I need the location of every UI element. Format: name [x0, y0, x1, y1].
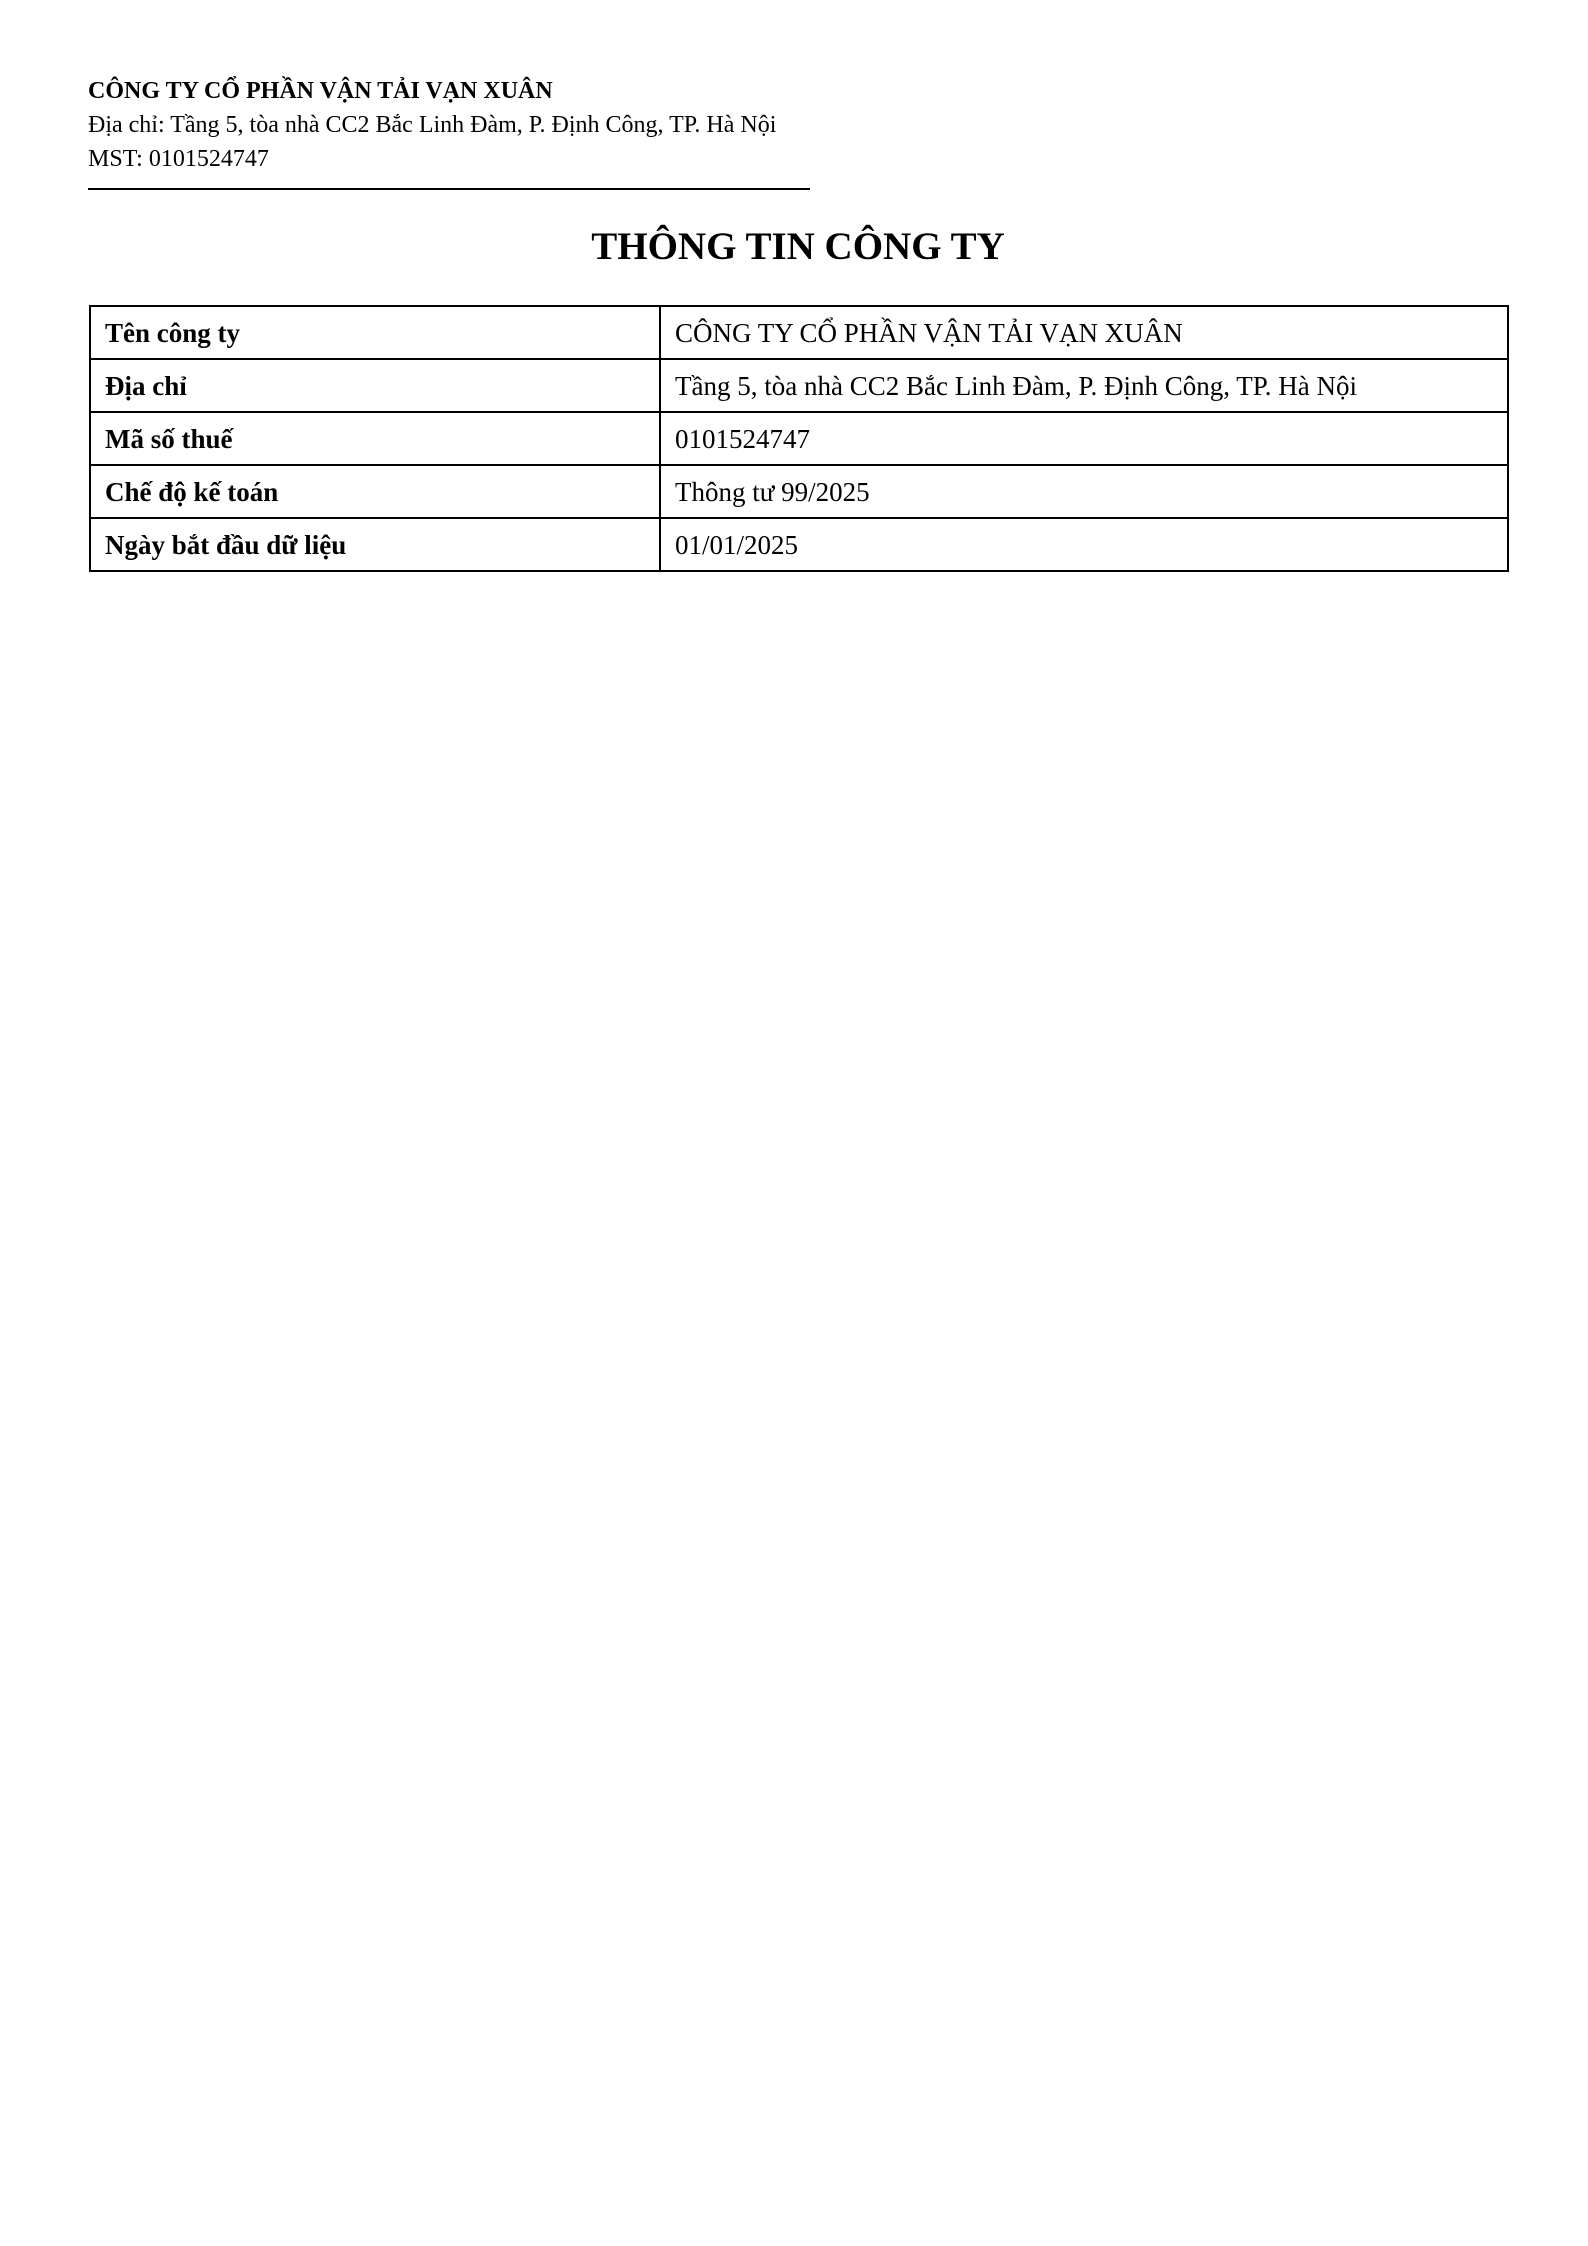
row-label: Địa chỉ [90, 359, 660, 412]
row-label: Chế độ kế toán [90, 465, 660, 518]
row-label: Mã số thuế [90, 412, 660, 465]
letterhead-divider [88, 188, 810, 190]
row-label: Ngày bắt đầu dữ liệu [90, 518, 660, 571]
letterhead-address: Địa chỉ: Tầng 5, tòa nhà CC2 Bắc Linh Đàm, P. Định Công, TP. Hà Nội [88, 112, 777, 138]
company-info-table [89, 305, 1509, 572]
letterhead-company-name: CÔNG TY CỔ PHẦN VẬN TẢI VẠN XUÂN [88, 78, 553, 104]
row-value: Tầng 5, tòa nhà CC2 Bắc Linh Đàm, P. Định Công, TP. Hà Nội [660, 359, 1508, 412]
letterhead [88, 74, 810, 190]
document-title: THÔNG TIN CÔNG TY [591, 225, 1005, 268]
table-row [90, 306, 1508, 359]
letterhead-tax-code: MST: 0101524747 [88, 146, 269, 172]
table-row [90, 359, 1508, 412]
row-value: Thông tư 99/2025 [660, 465, 1508, 518]
row-label: Tên công ty [90, 306, 660, 359]
row-value: CÔNG TY CỔ PHẦN VẬN TẢI VẠN XUÂN [660, 306, 1508, 359]
table-row [90, 465, 1508, 518]
row-value: 01/01/2025 [660, 518, 1508, 571]
table-row [90, 412, 1508, 465]
row-value: 0101524747 [660, 412, 1508, 465]
table-row [90, 518, 1508, 571]
